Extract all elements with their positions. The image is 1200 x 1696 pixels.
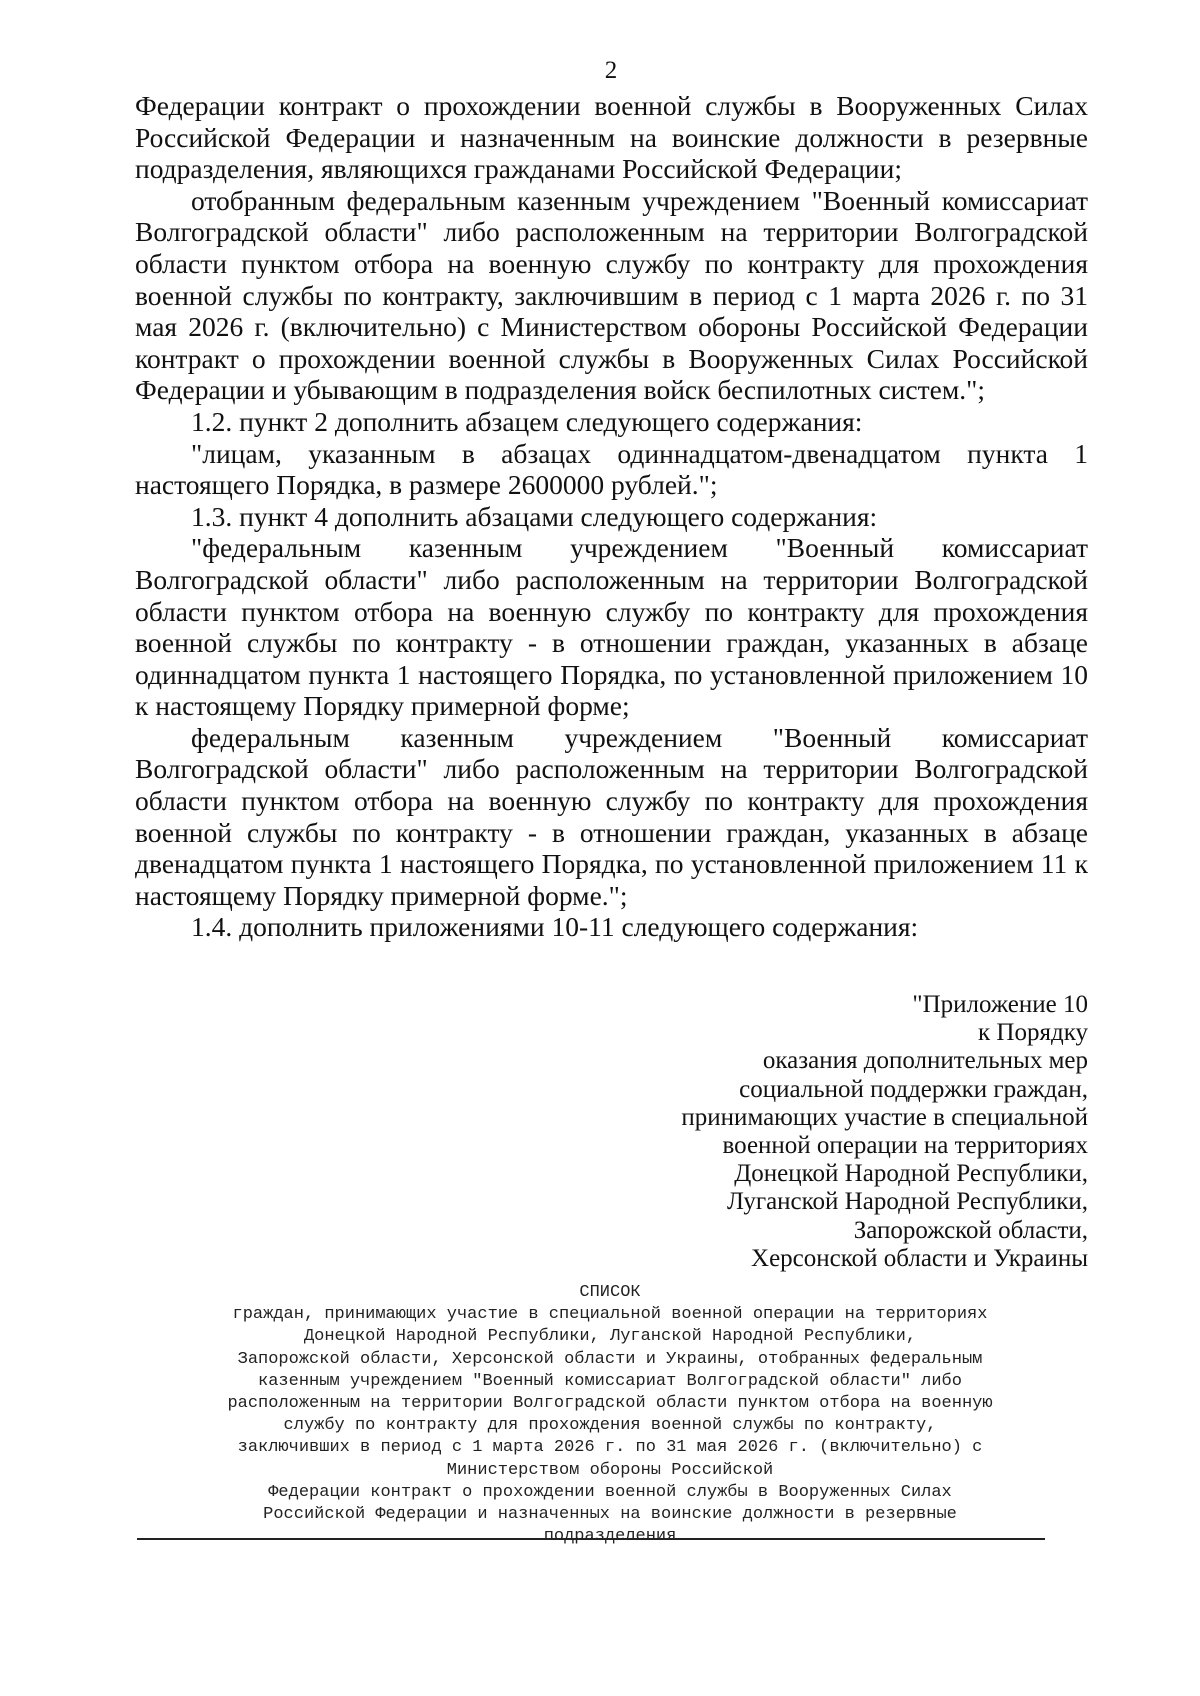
appendix-header-line: оказания дополнительных мер (762, 1047, 1088, 1075)
list-heading-line: граждан, принимающих участие в специальной военной операции на территориях (232, 1305, 988, 1325)
appendix-header (681, 991, 1088, 1273)
list-heading-line: Донецкой Народной Республики, Луганской Народной Республики, (303, 1327, 917, 1347)
appendix-header-line: к Порядку (978, 1019, 1088, 1047)
appendix-header-line: военной операции на территориях (722, 1132, 1088, 1160)
list-heading-line: казенным учреждением "Военный комиссариат Волгоградской области" либо (258, 1371, 962, 1391)
list-heading-line: подразделения (543, 1527, 677, 1547)
paragraph-appendix-11-ref: федеральным казенным учреждением "Военный комиссариат Волгоградской области" либо расположенным на территории Волгоградской области пунктом отбора на военную службу по контракту для прохождения военной службы по контракту - в отношении граждан, указанных в абзаце двенадцатом пункта 1 настоящего Порядка, по установленной приложением 11 к настоящему Порядку примерной форме."; (135, 721, 1088, 911)
appendix-header-line: Запорожской области, (853, 1216, 1088, 1244)
divider-line (137, 1538, 1045, 1540)
list-heading-line: Запорожской области, Херсонской области и Украины, отобранных федеральным (237, 1349, 983, 1369)
appendix-header-line: Херсонской области и Украины (751, 1244, 1088, 1272)
list-heading-line: заключивших в период с 1 марта 2026 г. по 31 мая 2026 г. (включительно) с (237, 1438, 983, 1458)
list-title: СПИСОК (579, 1283, 641, 1302)
page-number: 2 (604, 57, 618, 84)
appendix-header-line: Луганской Народной Республики, (727, 1188, 1088, 1216)
list-heading-block (140, 1282, 1080, 1548)
paragraph-continuation: Федерации контракт о прохождении военной службы в Вооруженных Силах Российской Федерации и назначенным на воинские должности в резервные подразделения, являющихся гражданами Российской Федерации; (135, 90, 1088, 185)
appendix-header-line: принимающих участие в специальной (681, 1103, 1088, 1131)
list-heading-line: Российской Федерации и назначенных на воинские должности в резервные (263, 1505, 957, 1525)
paragraph-item-1-2: 1.2. пункт 2 дополнить абзацем следующего содержания: (191, 405, 863, 437)
appendix-header-line: Донецкой Народной Республики, (734, 1160, 1088, 1188)
appendix-header-line: "Приложение 10 (912, 991, 1088, 1018)
list-heading-line: расположенным на территории Волгоградской области пунктом отбора на военную (227, 1394, 993, 1414)
list-heading-line: Министерством обороны Российской (446, 1460, 774, 1480)
paragraph-item-1-3: 1.3. пункт 4 дополнить абзацами следующего содержания: (191, 500, 878, 532)
document-body (135, 90, 1088, 943)
paragraph-item-1-4: 1.4. дополнить приложениями 10-11 следующего содержания: (191, 911, 919, 943)
paragraph-payment-amount: "лицам, указанным в абзацах одиннадцатом-двенадцатом пункта 1 настоящего Порядка, в размере 2600000 рублей."; (135, 437, 1088, 501)
paragraph-appendix-10-ref: "федеральным казенным учреждением "Военный комиссариат Волгоградской области" либо расположенным на территории Волгоградской области пунктом отбора на военную службу по контракту для прохождения военной службы по контракту - в отношении граждан, указанных в абзаце одиннадцатом пункта 1 настоящего Порядка, по установленной приложением 10 к настоящему Порядку примерной форме; (135, 532, 1088, 722)
paragraph-selected-bpla: отобранным федеральным казенным учреждением "Военный комиссариат Волгоградской области" либо расположенным на территории Волгоградской области пунктом отбора на военную службу по контракту для прохождения военной службы по контракту, заключившим в период с 1 марта 2026 г. по 31 мая 2026 г. (включительно) с Министерством обороны Российской Федерации контракт о прохождении военной службы в Вооруженных Силах Российской Федерации и убывающим в подразделения войск беспилотных систем."; (135, 184, 1088, 406)
list-heading-line: Федерации контракт о прохождении военной службы в Вооруженных Силах (268, 1482, 952, 1502)
appendix-header-line: социальной поддержки граждан, (739, 1075, 1088, 1103)
list-heading-line: службу по контракту для прохождения военной службы по контракту, (283, 1416, 937, 1436)
